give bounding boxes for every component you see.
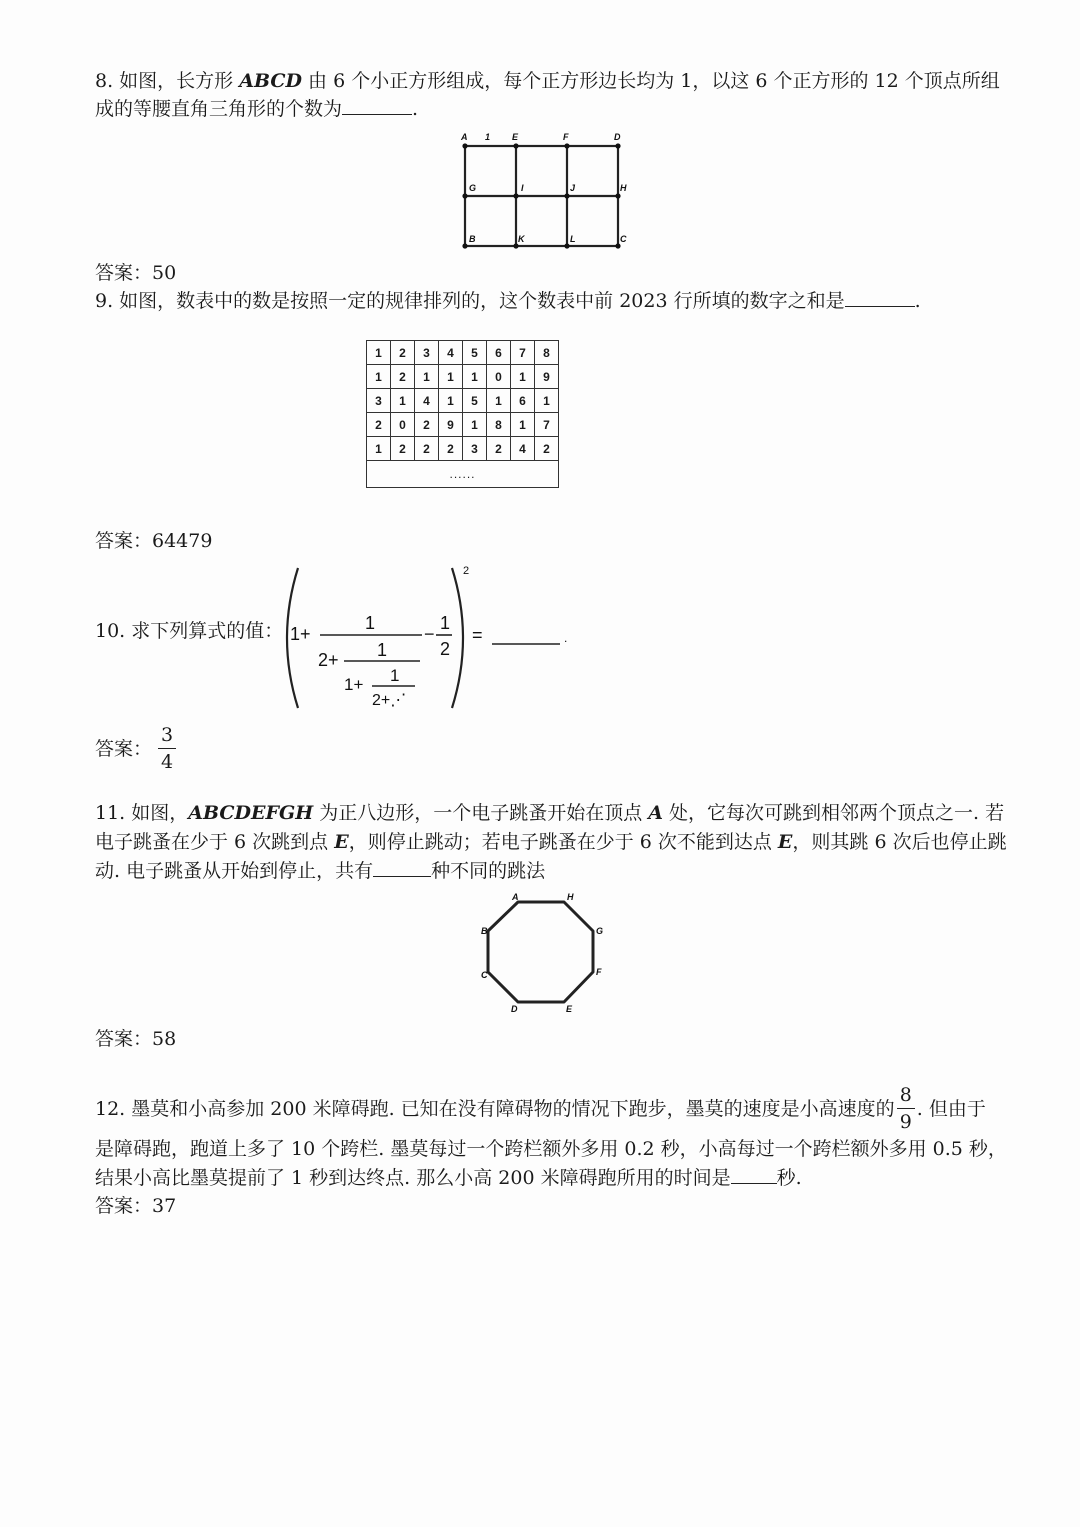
table-row <box>367 365 559 389</box>
table-cell: 1 <box>535 389 559 413</box>
q8-label-D: D <box>614 132 621 142</box>
q10-answer: 答案： $\frac{3}{4}$ <box>95 722 176 775</box>
q8-label-G: G <box>469 183 477 193</box>
table-cell: 6 <box>487 341 511 365</box>
q11-text-line1: 11. 如图，ABCDEFGH 为正八边形，一个电子跳蚤开始在顶点 A 处，它每次可跳到相邻两个顶点之一. 若 <box>95 802 1005 824</box>
q8-label-A: A <box>461 132 468 142</box>
table-cell: 1 <box>487 389 511 413</box>
q11-text-line2: 电子跳蚤在少于 6 次跳到点 E，则停止跳动；若电子跳蚤在少于 6 次不能到达点 E，则其跳 6 次后也停止跳 <box>95 831 1007 853</box>
q8-answer-blank <box>342 96 412 115</box>
table-cell: 2 <box>391 365 415 389</box>
q11-octagon-diagram <box>478 890 608 1015</box>
q11-answer: 答案：58 <box>95 1028 177 1050</box>
q12-text-line1: 12. 墨莫和小高参加 200 米障碍跑. 已知在没有障碍物的情况下跑步，墨莫的速度是小高速度的 $\frac{8}{9}$ . 但由于 <box>95 1084 986 1133</box>
table-row <box>367 389 559 413</box>
table-cell: 2 <box>415 413 439 437</box>
q8-label-F: F <box>563 132 569 142</box>
table-cell: 3 <box>367 389 391 413</box>
q11-answer-blank <box>373 858 431 877</box>
table-cell: 4 <box>415 389 439 413</box>
table-cell: 3 <box>415 341 439 365</box>
q12-speed-fraction: $\frac{8}{9}$ <box>897 1082 915 1135</box>
table-cell: 3 <box>463 437 487 461</box>
table-cell: 1 <box>439 365 463 389</box>
q10-continued-fraction <box>280 562 600 714</box>
table-cell: 2 <box>391 341 415 365</box>
table-row <box>367 413 559 437</box>
table-cell: 1 <box>415 365 439 389</box>
q8-label-J: J <box>570 183 576 193</box>
q10-term-1plus-b: 1+ <box>344 675 364 694</box>
table-row <box>367 437 559 461</box>
table-cell: 7 <box>511 341 535 365</box>
q11-label-F: F <box>596 967 602 977</box>
q8-label-L: L <box>570 234 576 244</box>
table-cell: 2 <box>367 413 391 437</box>
q10-period: . <box>564 631 568 645</box>
table-row <box>367 341 559 365</box>
q9-number-table <box>366 340 559 488</box>
q8-label-H: H <box>620 183 627 193</box>
q9-answer-blank <box>845 288 915 307</box>
q11-label-B: B <box>481 926 488 936</box>
table-cell: 1 <box>367 341 391 365</box>
table-cell: 2 <box>415 437 439 461</box>
table-cell: 0 <box>391 413 415 437</box>
table-cell: 8 <box>535 341 559 365</box>
q11-label-H: H <box>567 892 574 902</box>
q8-label-E: E <box>512 132 519 142</box>
q10-half-num: 1 <box>440 613 451 633</box>
table-cell: 0 <box>487 365 511 389</box>
table-cell: 4 <box>511 437 535 461</box>
q11-label-C: C <box>481 970 488 980</box>
q8-rectangle-diagram <box>455 128 635 253</box>
table-cell: 5 <box>463 341 487 365</box>
q8-text-line2: 成的等腰直角三角形的个数为 . <box>95 98 419 120</box>
q11-label-G: G <box>596 926 604 936</box>
table-cell: 4 <box>439 341 463 365</box>
q11-text-line3: 动. 电子跳蚤从开始到停止，共有 种不同的跳法 <box>95 860 546 882</box>
table-cell: 6 <box>511 389 535 413</box>
q12-text-line3: 结果小高比墨莫提前了 1 秒到达终点. 那么小高 200 米障碍跑所用的时间是 秒. <box>95 1167 802 1189</box>
q10-half-den: 2 <box>440 639 451 659</box>
q8-text-line1: 8. 如图，长方形 ABCD 由 6 个小正方形组成，每个正方形边长均为 1，以这 6 个正方形的 12 个顶点所组 <box>95 70 1000 92</box>
q10-numerator-1: 1 <box>365 613 376 633</box>
q11-label-D: D <box>511 1004 518 1014</box>
q10-minus: − <box>424 624 435 644</box>
table-cell: 5 <box>463 389 487 413</box>
q10-term-2plus-dots: 2+⋰ <box>372 692 407 709</box>
table-cell: 1 <box>391 389 415 413</box>
q10-exponent: 2 <box>463 565 470 577</box>
table-cell: 1 <box>439 389 463 413</box>
q9-table-ellipsis: ...... <box>367 461 559 488</box>
table-cell: 1 <box>511 365 535 389</box>
table-cell: 2 <box>487 437 511 461</box>
q10-equals: = <box>472 625 483 645</box>
table-cell: 1 <box>367 437 391 461</box>
table-cell: 2 <box>391 437 415 461</box>
q10-right-paren <box>452 568 463 708</box>
q10-answer-fraction: $\frac{3}{4}$ <box>158 722 176 775</box>
q9-answer: 答案：64479 <box>95 530 213 552</box>
q12-answer: 答案：37 <box>95 1195 177 1217</box>
q10-numerator-3: 1 <box>390 666 400 685</box>
q8-label-1: 1 <box>485 132 491 142</box>
q8-answer: 答案：50 <box>95 262 177 284</box>
q10-term-2plus: 2+ <box>318 650 339 670</box>
q8-label-B: B <box>469 234 476 244</box>
q10-numerator-2: 1 <box>377 640 388 660</box>
q8-label-C: C <box>620 234 627 244</box>
q11-label-A: A <box>512 892 519 902</box>
table-cell: 2 <box>535 437 559 461</box>
table-cell: 1 <box>463 413 487 437</box>
q12-answer-blank <box>731 1165 777 1184</box>
table-cell: 1 <box>511 413 535 437</box>
table-cell: 8 <box>487 413 511 437</box>
table-cell: 2 <box>439 437 463 461</box>
q8-label-I: I <box>521 183 524 193</box>
table-cell: 1 <box>463 365 487 389</box>
q11-label-E: E <box>566 1004 573 1014</box>
q8-label-K: K <box>518 234 525 244</box>
table-cell: 7 <box>535 413 559 437</box>
table-cell: 9 <box>535 365 559 389</box>
q10-term-1plus: 1+ <box>290 624 311 644</box>
q10-prompt: 10. 求下列算式的值： <box>95 620 284 642</box>
table-cell: 1 <box>367 365 391 389</box>
q12-text-line2: 是障碍跑，跑道上多了 10 个跨栏. 墨莫每过一个跨栏额外多用 0.2 秒，小高每过一个跨栏额外多用 0.5 秒， <box>95 1138 1007 1160</box>
table-cell: 9 <box>439 413 463 437</box>
q9-text-line1: 9. 如图，数表中的数是按照一定的规律排列的，这个数表中前 2023 行所填的数字之和是 . <box>95 290 921 312</box>
